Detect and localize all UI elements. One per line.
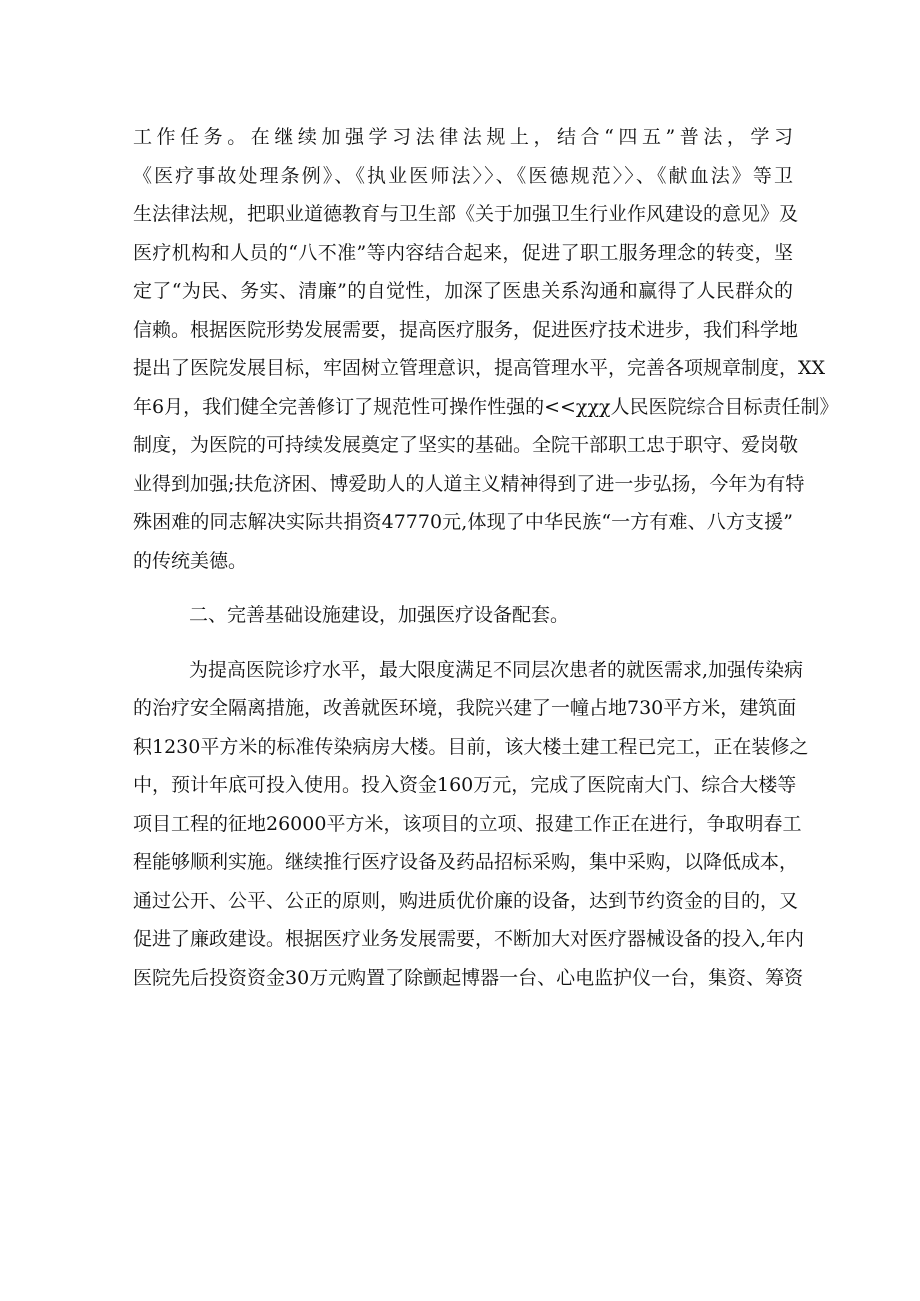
text-line: 积1230平方米的标准传染病房大楼。目前，该大楼土建工程已完工，正在装修之 <box>133 735 809 758</box>
text-line: 促进了廉政建设。根据医疗业务发展需要，不断加大对医疗器械设备的投入,年内 <box>133 928 805 950</box>
text-line: 殊困难的同志解决实际共捐资47770元,体现了中华民族“一方有难、八方支援” <box>133 511 793 533</box>
text-line: 中，预计年底可投入使用。投入资金160万元，完成了医院南大门、综合大楼等 <box>133 774 797 796</box>
paragraph-1 <box>133 118 839 580</box>
text-line: 《医疗事故处理条例》、《执业医师法〉〉、《医德规范〉〉、《献血法》等卫 <box>133 164 793 187</box>
text-line: 医院先后投资资金30万元购置了除颤起博器一台、心电监护仪一台，集资、筹资 <box>133 966 804 989</box>
text-line: 信赖。根据医院形势发展需要，提高医疗服务，促进医疗技术进步，我们科学地 <box>133 318 799 341</box>
text-line: 的治疗安全隔离措施，改善就医环境，我院兴建了一幢占地730平方米，建筑面 <box>133 697 797 719</box>
text-line: 医疗机构和人员的“八不准”等内容结合起来，促进了职工服务理念的转变，坚 <box>133 241 793 264</box>
text-line: 通过公开、公平、公正的原则，购进质优价廉的设备，达到节约资金的目的，又 <box>133 889 799 912</box>
text-line: 业得到加强;扶危济困、博爱助人的人道主义精神得到了进一步弘扬，今年为有特 <box>133 472 805 495</box>
paragraph-gap <box>133 635 793 651</box>
paragraph-gap <box>133 580 793 596</box>
document-body <box>133 118 839 997</box>
text-line: 生法律法规，把职业道德教育与卫生部《关于加强卫生行业作风建设的意见》及 <box>133 203 799 225</box>
text-line: 的传统美德。 <box>133 549 248 572</box>
text-line: 提出了医院发展目标，牢固树立管理意识，提高管理水平，完善各项规章制度，XX <box>133 357 826 379</box>
text-line: 工作任务。在继续加强学习法律法规上，结合“四五”普法，学习 <box>133 126 793 148</box>
text-line: 项目工程的征地26000平方米，该项目的立项、报建工作正在进行，争取明春工 <box>133 812 802 835</box>
section-heading: 二、完善基础设施建设，加强医疗设备配套。 <box>189 604 570 626</box>
text-line: 程能够顺利实施。继续推行医疗设备及药品招标采购，集中采购，以降低成本， <box>133 851 799 873</box>
text-line: 年6月，我们健全完善修订了规范性可操作性强的<<χχχ人民医院综合目标责任制》 <box>133 395 839 418</box>
text-line: 制度，为医院的可持续发展奠定了坚实的基础。全院干部职工忠于职守、爱岗敬 <box>133 434 799 456</box>
text-line: 为提高医院诊疗水平，最大限度满足不同层次患者的就医需求,加强传染病 <box>189 658 804 681</box>
text-line: 定了“为民、务实、清廉”的自觉性，加深了医患关系沟通和赢得了人民群众的 <box>133 280 793 302</box>
paragraph-2 <box>133 651 809 998</box>
